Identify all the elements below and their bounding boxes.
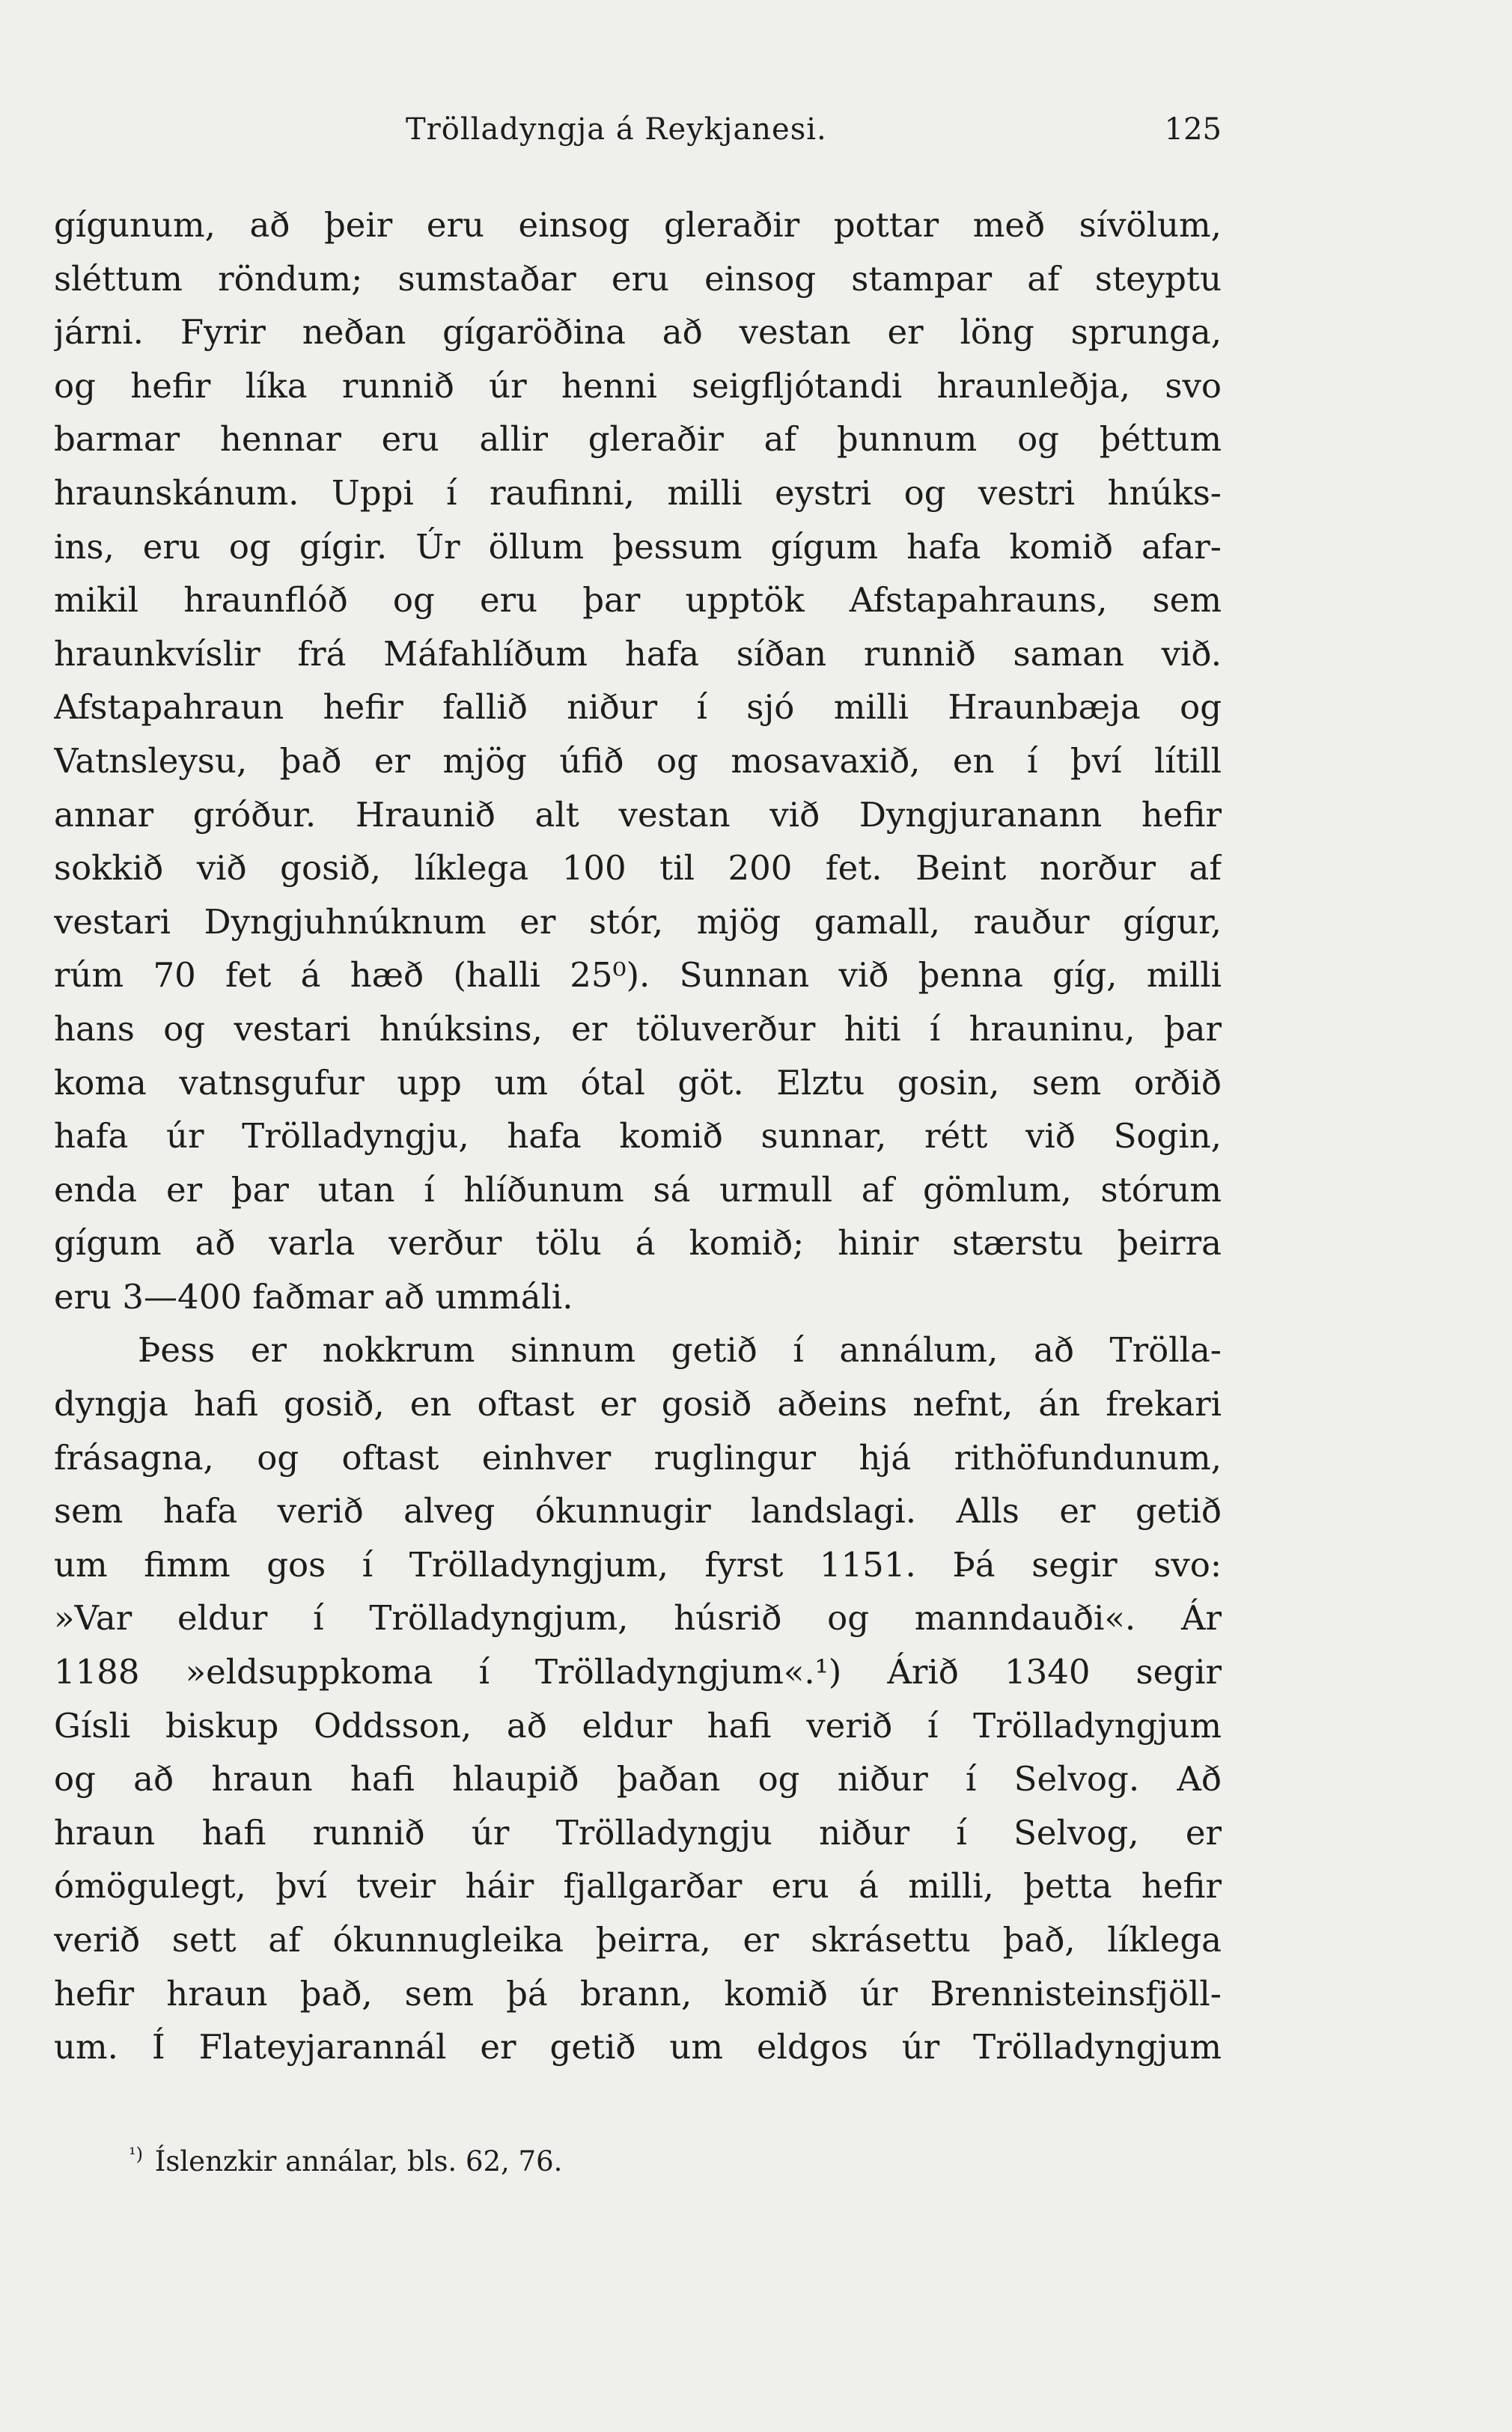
text-line: hafa úr Trölladyngju, hafa komið sunnar, rétt við Sogin, [54, 1116, 1222, 1156]
text-line: gígunum, að þeir eru einsog gleraðir pottar með sívölum, [54, 205, 1222, 245]
text-line: hraunskánum. Uppi í raufinni, milli eystri og vestri hnúks- [54, 472, 1222, 513]
text-line: verið sett af ókunnugleika þeirra, er skrásettu það, líklega [54, 1920, 1222, 1960]
text-line: sem hafa verið alveg ókunnugir landslagi. Alls er getið [54, 1491, 1222, 1532]
text-line: 1188 »eldsuppkoma í Trölladyngjum«.¹) Árið 1340 segir [54, 1652, 1222, 1692]
running-head [54, 112, 1222, 157]
paragraph-end-line: eru 3—400 faðmar að ummáli. [54, 1276, 573, 1317]
text-line: annar gróður. Hraunið alt vestan við Dyngjuranann hefir [54, 794, 1222, 835]
text-line: hefir hraun það, sem þá brann, komið úr Brennisteinsfjöll- [54, 1973, 1222, 2014]
text-line: koma vatnsgufur upp um ótal göt. Elztu gosin, sem orðið [54, 1062, 1222, 1103]
text-line: sléttum röndum; sumstaðar eru einsog stampar af steyptu [54, 258, 1222, 299]
text-line: gígum að varla verður tölu á komið; hinir stærstu þeirra [54, 1223, 1222, 1264]
text-line: dyngja hafi gosið, en oftast er gosið aðeins nefnt, án frekari [54, 1384, 1222, 1424]
text-line: frásagna, og oftast einhver ruglingur hjá rithöfundunum, [54, 1437, 1222, 1478]
text-line: járni. Fyrir neðan gígaröðina að vestan er löng sprunga, [54, 312, 1222, 353]
page-number: 125 [1164, 112, 1222, 147]
footnote-mark: ¹) [129, 2144, 143, 2165]
text-line: rúm 70 fet á hæð (halli 25⁰). Sunnan við þenna gíg, milli [54, 955, 1222, 996]
text-line: hans og vestari hnúksins, er töluverður hiti í hrauninu, þar [54, 1008, 1222, 1049]
text-line: hraunkvíslir frá Máfahlíðum hafa síðan runnið saman við. [54, 633, 1222, 674]
text-line: ins, eru og gígir. Úr öllum þessum gígum hafa komið afar- [54, 526, 1222, 567]
text-line: vestari Dyngjuhnúknum er stór, mjög gamall, rauður gígur, [54, 901, 1222, 942]
text-line: barmar hennar eru allir gleraðir af þunnum og þéttum [54, 419, 1222, 460]
text-line: um. Í Flateyjarannál er getið um eldgos úr Trölladyngjum [54, 2027, 1222, 2067]
text-line: um fimm gos í Trölladyngjum, fyrst 1151. Þá segir svo: [54, 1544, 1222, 1585]
paragraph-start-line: Þess er nokkrum sinnum getið í annálum, að Trölla- [138, 1330, 1222, 1371]
text-line: Gísli biskup Oddsson, að eldur hafi verið í Trölladyngjum [54, 1705, 1222, 1746]
text-line: Vatnsleysu, það er mjög úfið og mosavaxið, en í því lítill [54, 740, 1222, 781]
text-line: ómögulegt, því tveir háir fjallgarðar eru á milli, þetta hefir [54, 1866, 1222, 1907]
text-line: mikil hraunflóð og eru þar upptök Afstapahrauns, sem [54, 580, 1222, 621]
text-line: hraun hafi runnið úr Trölladyngju niður í Selvog, er [54, 1812, 1222, 1853]
running-title: Trölladyngja á Reykjanesi. [406, 112, 827, 147]
footnote [129, 2136, 562, 2180]
text-line: og hefir líka runnið úr henni seigfljótandi hraunleðja, svo [54, 365, 1222, 406]
text-line: sokkið við gosið, líklega 100 til 200 fet. Beint norður af [54, 848, 1222, 889]
text-line: og að hraun hafi hlaupið þaðan og niður í Selvog. Að [54, 1759, 1222, 1799]
text-line: Afstapahraun hefir fallið niður í sjó milli Hraunbæja og [54, 687, 1222, 728]
text-line: »Var eldur í Trölladyngjum, húsrið og manndauði«. Ár [54, 1598, 1222, 1639]
footnote-text: Íslenzkir annálar, bls. 62, 76. [154, 2145, 563, 2177]
text-line: enda er þar utan í hlíðunum sá urmull af gömlum, stórum [54, 1169, 1222, 1210]
body-text [54, 198, 1222, 2074]
